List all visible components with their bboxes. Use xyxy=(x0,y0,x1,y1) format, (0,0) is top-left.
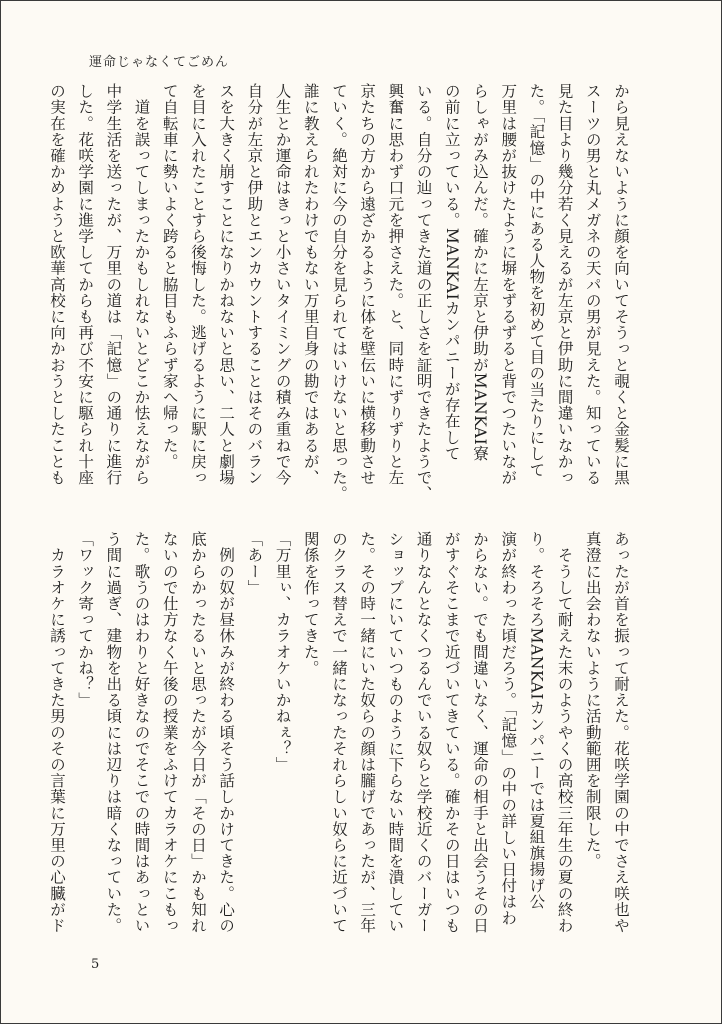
text-column: あったが首を振って耐えた。花咲学園の中でさえ咲也や xyxy=(612,531,630,934)
text-column: スーツの男と丸メガネの天パの男が見えた。知っている xyxy=(583,83,602,486)
text-column: 京たちの方から遠ざかるように体を壁伝いに横移動させ xyxy=(358,83,377,486)
text-column: ないので仕方なく午後の授業をふけてカラオケにこもっ xyxy=(160,531,179,934)
text-column: 「ワック寄ってかね？」 xyxy=(76,531,95,709)
text-column: た。「記憶」の中にある人物を初めて目の当たりにして xyxy=(527,83,546,478)
text-column: いる。自分の辿ってきた道の正しさを証明できたようで、 xyxy=(414,83,433,502)
text-column: り。そろそろMANKAIカンパニーでは夏組旗揚げ公 xyxy=(527,531,546,910)
text-column: う間に過ぎ、建物を出る頃には辺りは暗くなっていた。 xyxy=(104,531,123,934)
text-column: 見た目より幾分若く見えるが左京と伊助に間違いなかっ xyxy=(555,83,574,486)
text-column: 自分が左京と伊助とエンカウントすることはそのバラン xyxy=(245,83,264,486)
text-column: 通りなんとなくつるんでいる奴らと学校近くのバーガー xyxy=(414,531,433,934)
text-column: がすぐそこまで近づいてきている。確かその日はいつも xyxy=(442,531,461,934)
text-column: スを大きく崩すことになりかねないと思い、二人と劇場 xyxy=(217,83,236,486)
text-column: から見えないように顔を向いてそうっと覗くと金髪に黒 xyxy=(612,83,630,486)
text-column: 底からかったるいと思ったが今日が「その日」かも知れ xyxy=(188,531,207,934)
text-column: らしゃがみ込んだ。確かに左京と伊助がMANKAI寮 xyxy=(470,83,489,462)
text-column: した。花咲学園に進学してからも再び不安に駆られ十座 xyxy=(76,83,95,486)
text-column: 演が終わった頃だろう。「記憶」の中の詳しい日付はわ xyxy=(499,531,518,926)
text-column: 真澄に出会わないように活動範囲を制限した。 xyxy=(583,531,602,870)
running-header: 運命じゃなくてごめん xyxy=(89,55,230,70)
text-column: カラオケに誘ってきた男のその言葉に万里の心臓がド xyxy=(47,531,66,934)
text-column: からない。でも間違いなく、運命の相手と出会うその日 xyxy=(470,531,489,934)
text-column: を目に入れたことすら後悔した。逃げるように駅に戻っ xyxy=(188,83,207,486)
text-column: 興奮に思わず口元を押さえた。と、同時にずりずりと左 xyxy=(386,83,405,486)
text-column: た。歌うのはわりと好きなのでそこでの時間はあっとい xyxy=(132,531,151,934)
text-column: 「あー」 xyxy=(245,531,264,596)
page-number: 5 xyxy=(91,957,100,972)
text-column: 万里は腰が抜けたように塀をずるずると背でつたいなが xyxy=(499,83,518,486)
text-block-top xyxy=(47,83,635,502)
text-column: 関係を作ってきた。 xyxy=(301,531,320,676)
text-column: のクラス替えで一緒になったそれらしい奴らに近づいて xyxy=(329,531,348,934)
text-column: ショップにいていつものように下らない時間を潰してい xyxy=(386,531,405,934)
text-column: 誰に教えられたわけでもない万里自身の勘ではあるが、 xyxy=(301,83,320,486)
text-column: の実在を確かめようと欧華高校に向かおうとしたことも xyxy=(47,83,66,486)
text-column: そうして耐えた末のようやくの高校三年生の夏の終わ xyxy=(555,531,574,934)
text-column: 道を誤ってしまったかもしれないとどこか怯えながら xyxy=(132,83,151,486)
text-column: 人生とか運命はきっと小さいタイミングの積み重ねで今 xyxy=(273,83,292,486)
text-column: て自転車に勢いよく跨ると脇目もふらず家へ帰った。 xyxy=(160,83,179,470)
text-column: ていく。絶対に今の自分を見られてはいけないと思った。 xyxy=(329,83,348,502)
text-column: 中学生活を送ったが、万里の道は「記憶」の通りに進行 xyxy=(104,83,123,486)
text-column: 例の奴が昼休みが終わる頃そう話しかけてきた。心の xyxy=(217,531,236,934)
text-column: 「万里ぃ、カラオケいかねぇ？」 xyxy=(273,531,292,773)
text-column: の前に立っている。MANKAIカンパニーが存在して xyxy=(442,83,461,462)
text-block-bottom xyxy=(47,531,635,934)
text-column: た。その時一緒にいた奴らの顔は朧げであったが、三年 xyxy=(358,531,377,934)
